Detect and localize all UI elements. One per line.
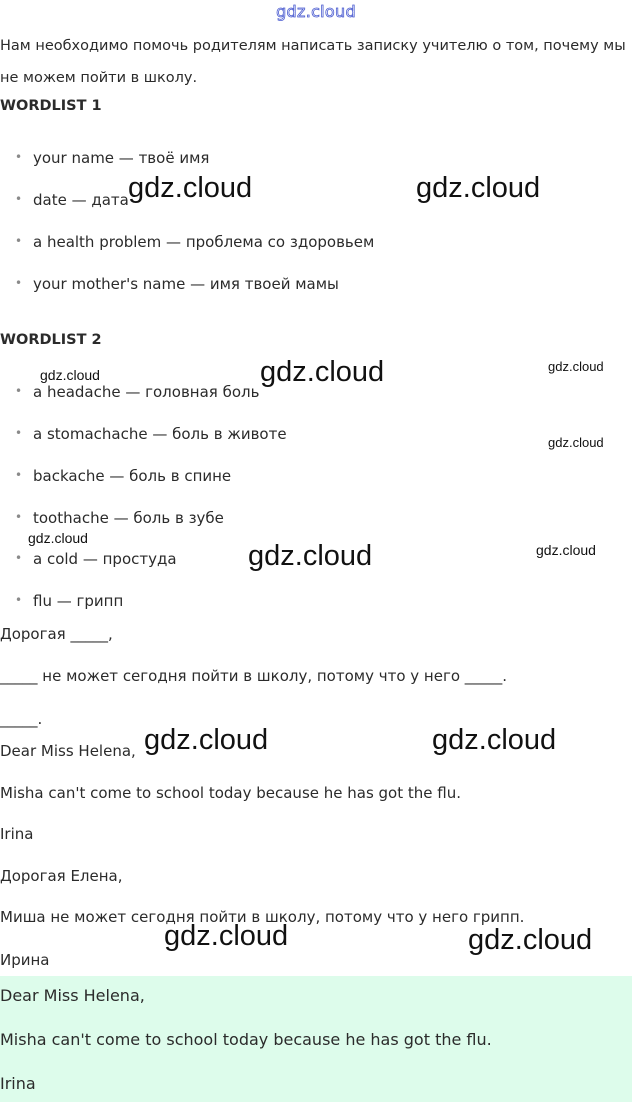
list-item: • your mother's name — имя твоей мамы (33, 275, 339, 293)
watermark: gdz.cloud (40, 367, 100, 383)
template-body: _____ не может сегодня пойти в школу, потому что у него _____. (0, 667, 508, 685)
answer-final-body: Misha can't come to school today because he has got the flu. (0, 1030, 492, 1049)
intro-text: Нам необходимо помочь родителям написать записку учителю о том, почему мы не можем пойти в школу. (0, 38, 626, 86)
answer-highlight-block (0, 976, 632, 1102)
answer-final-greeting: Dear Miss Helena, (0, 986, 145, 1005)
answer-ru-body: Миша не может сегодня пойти в школу, потому что у него грипп. (0, 908, 525, 926)
watermark: gdz.cloud (248, 540, 373, 572)
watermark: gdz.cloud (548, 435, 604, 450)
watermark: gdz.cloud (128, 172, 253, 204)
watermark: gdz.cloud (416, 172, 541, 204)
wordlist-1-heading: WORDLIST 1 (0, 98, 102, 114)
template-signature: _____. (0, 710, 43, 728)
watermark: gdz.cloud (536, 542, 596, 558)
template-greeting: Дорогая _____, (0, 625, 113, 643)
watermark: gdz.cloud (548, 359, 604, 374)
watermark: gdz.cloud (144, 724, 269, 756)
list-item: • a stomachache — боль в животе (33, 425, 287, 443)
list-item: • a health problem — проблема со здоровьем (33, 233, 374, 251)
answer-en-signature: Irina (0, 825, 34, 843)
watermark: gdz.cloud (468, 924, 593, 956)
list-item: • flu — грипп (33, 592, 123, 610)
list-item: • a headache — головная боль (33, 383, 259, 401)
answer-en-body: Misha can't come to school today because he has got the flu. (0, 784, 461, 802)
header-watermark: gdz.cloud (276, 2, 356, 21)
list-item: • toothache — боль в зубе (33, 509, 224, 527)
watermark: gdz.cloud (432, 724, 557, 756)
answer-final-signature: Irina (0, 1074, 36, 1093)
list-item: • your name — твоё имя (33, 149, 209, 167)
watermark: gdz.cloud (164, 920, 289, 952)
list-item: • date — дата (33, 191, 129, 209)
answer-ru-signature: Ирина (0, 951, 50, 969)
watermark: gdz.cloud (260, 356, 385, 388)
watermark: gdz.cloud (28, 530, 88, 546)
wordlist-2-heading: WORDLIST 2 (0, 332, 102, 348)
list-item: • a cold — простуда (33, 550, 177, 568)
list-item: • backache — боль в спине (33, 467, 231, 485)
answer-ru-greeting: Дорогая Елена, (0, 867, 123, 885)
answer-en-greeting: Dear Miss Helena, (0, 742, 136, 760)
